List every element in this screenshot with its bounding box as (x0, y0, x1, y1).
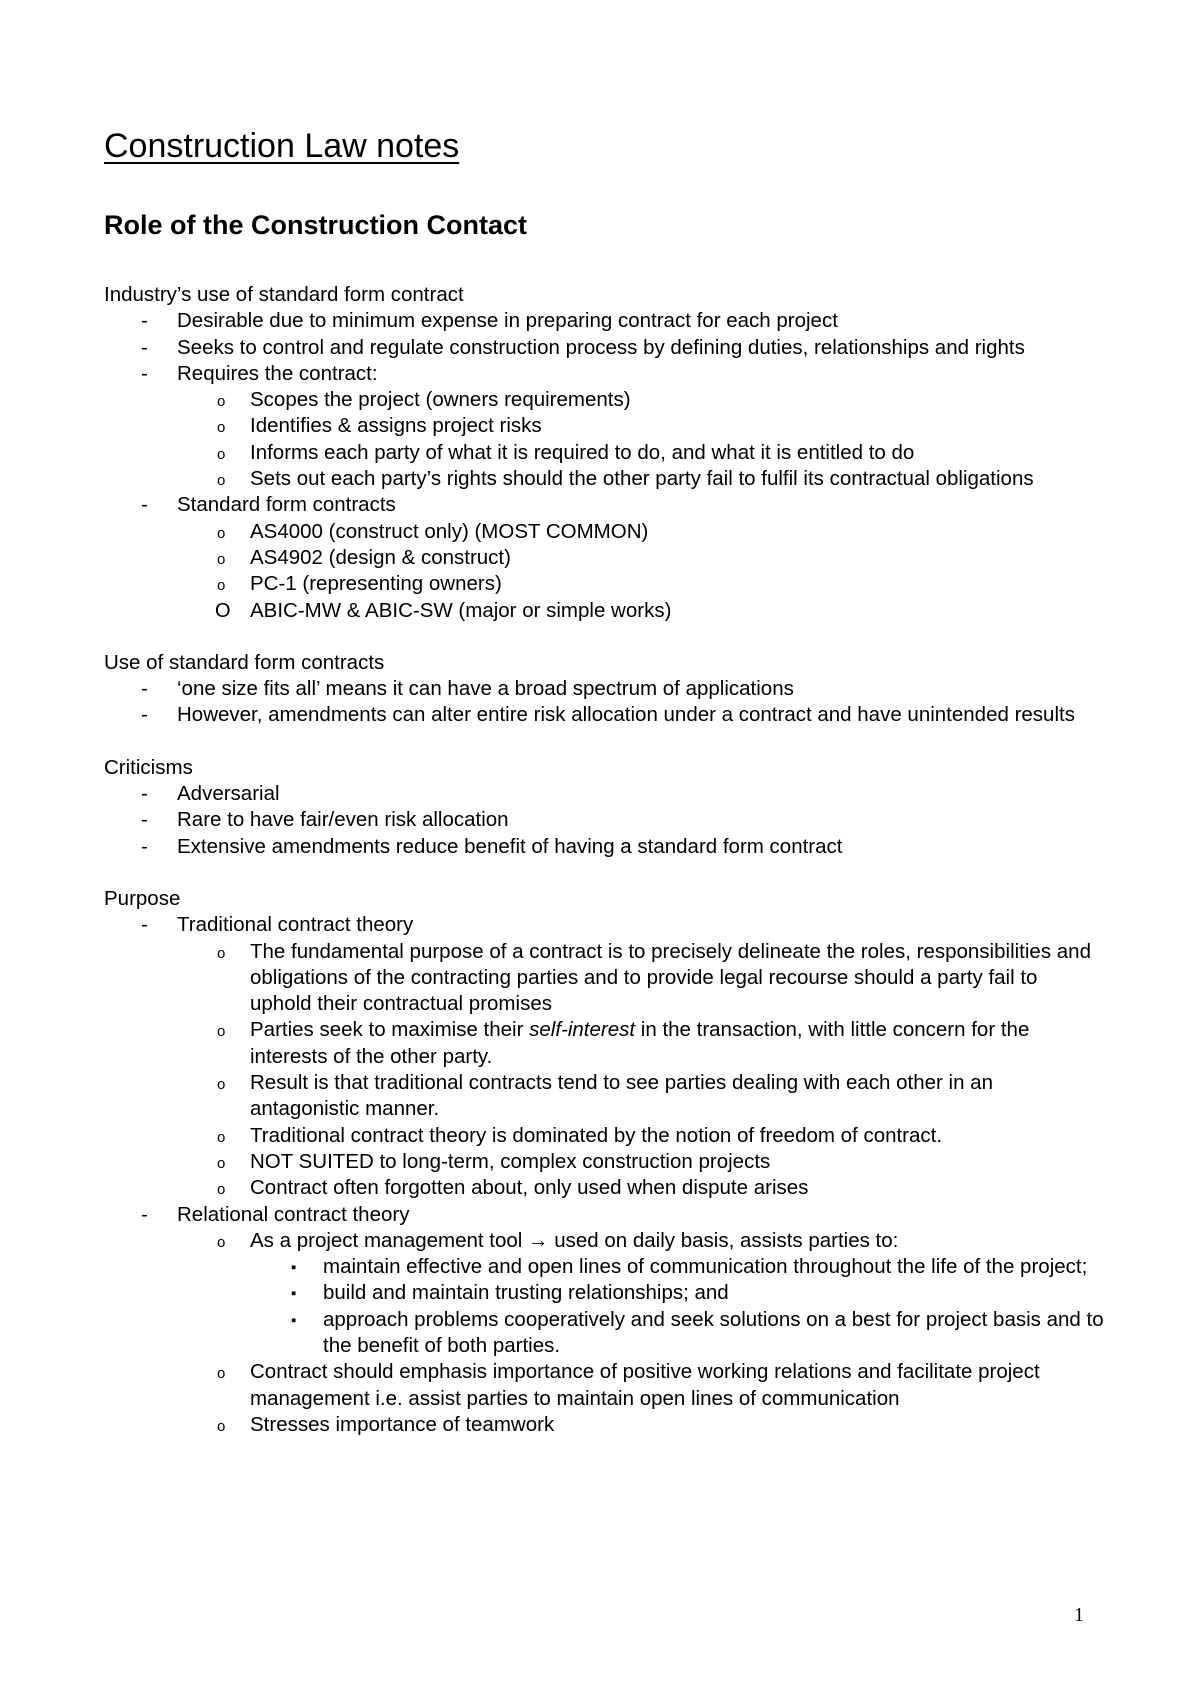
sublist-item: o Traditional contract theory is dominated by the notion of freedom of contract. (177, 1123, 1104, 1149)
sublist-item: o Informs each party of what it is required to do, and what it is entitled to do (177, 440, 1104, 466)
section-title: Role of the Construction Contact (104, 210, 527, 240)
list-item: - ‘one size fits all’ means it can have a broad spectrum of applications (104, 676, 1104, 702)
sublist-item: o Parties seek to maximise their self-interest in the transaction, with little concern for the interests of the other party. (177, 1017, 1104, 1070)
list-item (104, 492, 1104, 623)
sublist-item: o AS4902 (design & construct) (177, 545, 1104, 571)
sub-sublist (250, 1254, 1104, 1359)
industry-list (104, 308, 1104, 624)
list-item-label: Relational contract theory (177, 1202, 410, 1226)
list-item (104, 361, 1104, 492)
sublist-item: o Identifies & assigns project risks (177, 413, 1104, 439)
list-item: - Desirable due to minimum expense in preparing contract for each project (104, 308, 1104, 334)
sublist (177, 1228, 1104, 1438)
list-item: - Seeks to control and regulate construction process by defining duties, relationships and rights (104, 335, 1104, 361)
list-item: - Extensive amendments reduce benefit of having a standard form contract (104, 834, 1104, 860)
sublist-item: o As a project management tool → used on daily basis, assists parties to: ▪ maintain effective and open lines of communication throughout the life of the project; ▪ build and maintain trusting relationships; and ▪ approach problems cooperatively and seek solutions on a best for project basis and to the benefit of both parties. (177, 1228, 1104, 1359)
sublist (177, 387, 1104, 492)
list-item (104, 1202, 1104, 1439)
sublist-item: o Stresses importance of teamwork (177, 1412, 1104, 1438)
list-item: - However, amendments can alter entire risk allocation under a contract and have unintended results (104, 702, 1104, 728)
use-heading: Use of standard form contracts (104, 650, 385, 674)
sub-sublist-item: ▪ approach problems cooperatively and seek solutions on a best for project basis and to the benefit of both parties. (250, 1307, 1104, 1360)
list-item: - Rare to have fair/even risk allocation (104, 807, 1104, 833)
purpose-heading: Purpose (104, 886, 181, 910)
sublist-item: o Result is that traditional contracts tend to see parties dealing with each other in an antagonistic manner. (177, 1070, 1104, 1123)
list-item-label: Requires the contract: (177, 361, 378, 385)
emphasis-text: self-interest (529, 1018, 636, 1042)
list-item-label: Standard form contracts (177, 493, 396, 517)
notes-body (104, 282, 1104, 1438)
sublist (177, 519, 1104, 624)
sublist-item: o PC-1 (representing owners) (177, 571, 1104, 597)
use-list (104, 676, 1104, 729)
sublist-item: o NOT SUITED to long-term, complex construction projects (177, 1149, 1104, 1175)
industry-heading: Industry’s use of standard form contract (104, 283, 464, 306)
sublist-item: o AS4000 (construct only) (MOST COMMON) (177, 519, 1104, 545)
sublist-item: o Contract should emphasis importance of positive working relations and facilitate project management i.e. assist parties to maintain open lines of communication (177, 1359, 1104, 1412)
sublist-item: o The fundamental purpose of a contract is to precisely delineate the roles, responsibilities and obligations of the contracting parties and to provide legal recourse should a party fail to uphold their contractual promises (177, 939, 1104, 1018)
sublist-item: o Contract often forgotten about, only used when dispute arises (177, 1175, 1104, 1201)
list-item-label: Traditional contract theory (177, 913, 414, 937)
sublist-item: O ABIC-MW & ABIC-SW (major or simple works) (177, 598, 1104, 624)
list-item (104, 912, 1104, 1201)
criticisms-list (104, 781, 1104, 860)
sub-sublist-item: ▪ build and maintain trusting relationships; and (250, 1280, 1104, 1306)
sub-sublist-item: ▪ maintain effective and open lines of communication throughout the life of the project; (250, 1254, 1104, 1280)
sublist-item: o Sets out each party’s rights should the other party fail to fulfil its contractual obligations (177, 466, 1104, 492)
list-item: - Adversarial (104, 781, 1104, 807)
purpose-list (104, 912, 1104, 1438)
sublist-item: o Scopes the project (owners requirements) (177, 387, 1104, 413)
page-title: Construction Law notes (104, 127, 460, 165)
criticisms-heading: Criticisms (104, 755, 193, 779)
sublist (177, 939, 1104, 1202)
page-number: 1 (1074, 1604, 1084, 1626)
